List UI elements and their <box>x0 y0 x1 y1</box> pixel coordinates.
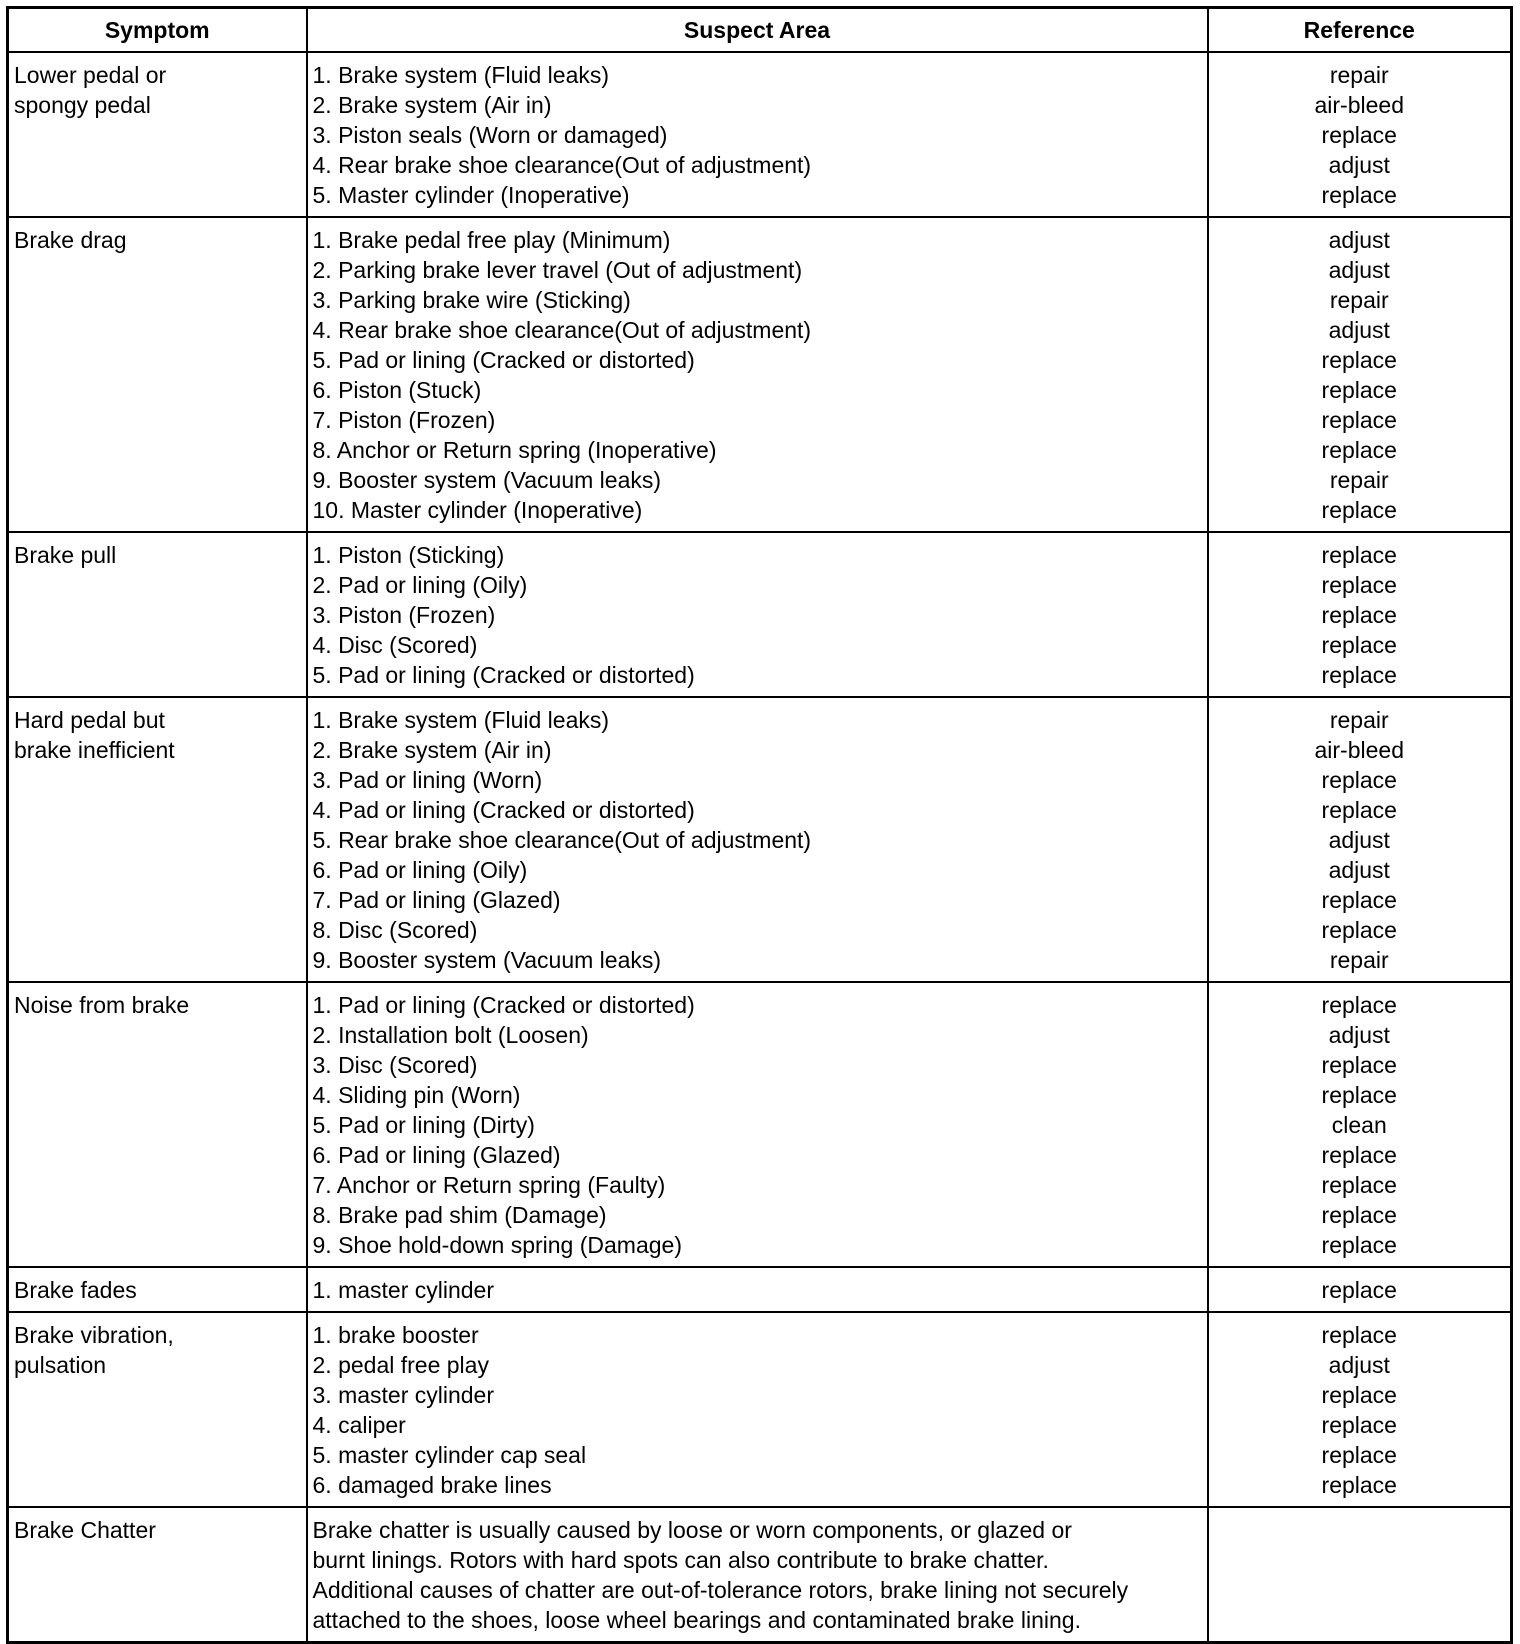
suspect-area-item: 7. Pad or lining (Glazed) <box>312 887 561 913</box>
reference-cell <box>1208 52 1512 217</box>
table-row <box>8 1267 1512 1312</box>
suspect-area-item: 2. pedal free play <box>312 1352 489 1378</box>
reference-item: replace <box>1321 1322 1397 1348</box>
reference-item: repair <box>1329 947 1389 973</box>
brake-troubleshooting-table <box>6 6 1513 1644</box>
reference-item: replace <box>1321 1202 1397 1228</box>
suspect-area-cell <box>307 1312 1208 1507</box>
reference-item: replace <box>1321 1082 1397 1108</box>
reference-item: replace <box>1321 122 1397 148</box>
suspect-area-item: 6. Piston (Stuck) <box>312 377 482 403</box>
symptom-line: spongy pedal <box>14 92 151 118</box>
reference-item: adjust <box>1328 227 1390 253</box>
reference-item: replace <box>1321 437 1397 463</box>
reference-item: adjust <box>1328 257 1390 283</box>
reference-cell <box>1208 697 1512 982</box>
table-row <box>8 982 1512 1267</box>
reference-item: adjust <box>1328 827 1390 853</box>
suspect-area-item: 5. Pad or lining (Dirty) <box>312 1112 535 1138</box>
suspect-area-item: 3. Pad or lining (Worn) <box>312 767 543 793</box>
suspect-area-cell <box>307 52 1208 217</box>
suspect-area-item: 8. Brake pad shim (Damage) <box>312 1202 607 1228</box>
reference-item: replace <box>1321 602 1397 628</box>
reference-cell <box>1208 982 1512 1267</box>
reference-cell <box>1208 217 1512 532</box>
suspect-area-item: 2. Parking brake lever travel (Out of adjustment) <box>312 257 803 283</box>
suspect-area-item: 7. Anchor or Return spring (Faulty) <box>312 1172 666 1198</box>
reference-item: repair <box>1329 467 1389 493</box>
suspect-area-description <box>307 1507 1208 1643</box>
reference-item: replace <box>1321 767 1397 793</box>
reference-item: adjust <box>1328 317 1390 343</box>
reference-item: replace <box>1321 1232 1397 1258</box>
table-row <box>8 52 1512 217</box>
reference-item: replace <box>1321 1442 1397 1468</box>
reference-item: replace <box>1321 1172 1397 1198</box>
suspect-area-cell <box>307 532 1208 697</box>
symptom-cell <box>8 217 307 532</box>
symptom-line: Brake Chatter <box>14 1517 156 1543</box>
reference-item: replace <box>1321 572 1397 598</box>
suspect-area-item: 4. Rear brake shoe clearance(Out of adjustment) <box>312 152 812 178</box>
suspect-area-item: 4. Pad or lining (Cracked or distorted) <box>312 797 695 823</box>
suspect-area-item: 2. Pad or lining (Oily) <box>312 572 528 598</box>
suspect-area-cell <box>307 217 1208 532</box>
reference-item: replace <box>1321 1412 1397 1438</box>
suspect-area-item: 5. master cylinder cap seal <box>312 1442 587 1468</box>
reference-cell <box>1208 532 1512 697</box>
reference-item: replace <box>1321 887 1397 913</box>
suspect-area-item: 6. Pad or lining (Glazed) <box>312 1142 561 1168</box>
suspect-area-item: 4. Disc (Scored) <box>312 632 478 658</box>
reference-item: adjust <box>1328 1022 1390 1048</box>
suspect-area-item: 3. Parking brake wire (Sticking) <box>312 287 631 313</box>
suspect-area-item: 4. caliper <box>312 1412 406 1438</box>
header-reference: Reference <box>1208 8 1512 53</box>
suspect-area-item: 7. Piston (Frozen) <box>312 407 496 433</box>
description-line: burnt linings. Rotors with hard spots can also contribute to brake chatter. <box>312 1547 1049 1573</box>
table-row <box>8 217 1512 532</box>
symptom-cell <box>8 1312 307 1507</box>
symptom-line: Noise from brake <box>14 992 190 1018</box>
reference-item: replace <box>1321 377 1397 403</box>
symptom-line: brake inefficient <box>14 737 175 763</box>
suspect-area-item: 1. master cylinder <box>312 1277 495 1303</box>
suspect-area-item: 5. Master cylinder (Inoperative) <box>312 182 630 208</box>
table-row-brake-chatter <box>8 1507 1512 1643</box>
symptom-cell <box>8 532 307 697</box>
reference-item: air-bleed <box>1314 92 1404 118</box>
symptom-line: Hard pedal but <box>14 707 165 733</box>
suspect-area-item: 1. Brake system (Fluid leaks) <box>312 707 610 733</box>
reference-cell <box>1208 1312 1512 1507</box>
symptom-line: Brake fades <box>14 1277 137 1303</box>
reference-item: adjust <box>1328 857 1390 883</box>
suspect-area-item: 9. Shoe hold-down spring (Damage) <box>312 1232 682 1258</box>
symptom-cell <box>8 1267 307 1312</box>
reference-item: replace <box>1321 632 1397 658</box>
suspect-area-item: 5. Pad or lining (Cracked or distorted) <box>312 662 695 688</box>
suspect-area-item: 2. Brake system (Air in) <box>312 737 552 763</box>
symptom-cell <box>8 982 307 1267</box>
suspect-area-item: 1. Brake system (Fluid leaks) <box>312 62 610 88</box>
suspect-area-item: 6. damaged brake lines <box>312 1472 552 1498</box>
reference-item: replace <box>1321 662 1397 688</box>
suspect-area-item: 1. Brake pedal free play (Minimum) <box>312 227 671 253</box>
suspect-area-item: 3. Disc (Scored) <box>312 1052 478 1078</box>
suspect-area-item: 8. Anchor or Return spring (Inoperative) <box>312 437 717 463</box>
reference-item: replace <box>1321 1142 1397 1168</box>
reference-item: replace <box>1321 1052 1397 1078</box>
symptom-cell <box>8 697 307 982</box>
reference-item: replace <box>1321 1382 1397 1408</box>
suspect-area-item: 9. Booster system (Vacuum leaks) <box>312 947 662 973</box>
suspect-area-item: 2. Brake system (Air in) <box>312 92 552 118</box>
symptom-line: Brake drag <box>14 227 127 253</box>
header-suspect-area: Suspect Area <box>307 8 1208 53</box>
suspect-area-cell <box>307 1267 1208 1312</box>
symptom-line: Lower pedal or <box>14 62 167 88</box>
suspect-area-cell <box>307 697 1208 982</box>
symptom-line: pulsation <box>14 1352 107 1378</box>
reference-item: adjust <box>1328 1352 1390 1378</box>
reference-item: replace <box>1321 917 1397 943</box>
suspect-area-item: 5. Rear brake shoe clearance(Out of adjustment) <box>312 827 812 853</box>
suspect-area-item: 3. Piston seals (Worn or damaged) <box>312 122 668 148</box>
table-row <box>8 1312 1512 1507</box>
description-line: Brake chatter is usually caused by loose or worn components, or glazed or <box>312 1517 1072 1543</box>
suspect-area-item: 1. Piston (Sticking) <box>312 542 505 568</box>
symptom-cell <box>8 1507 307 1643</box>
suspect-area-item: 4. Rear brake shoe clearance(Out of adjustment) <box>312 317 812 343</box>
reference-item: replace <box>1321 182 1397 208</box>
brake-troubleshooting-sheet <box>6 6 1510 1633</box>
suspect-area-item: 4. Sliding pin (Worn) <box>312 1082 521 1108</box>
suspect-area-item: 9. Booster system (Vacuum leaks) <box>312 467 662 493</box>
reference-item: clean <box>1331 1112 1387 1138</box>
reference-item: repair <box>1329 287 1389 313</box>
symptom-line: Brake vibration, <box>14 1322 174 1348</box>
reference-item: air-bleed <box>1314 737 1404 763</box>
suspect-area-item: 6. Pad or lining (Oily) <box>312 857 528 883</box>
reference-item: replace <box>1321 1472 1397 1498</box>
suspect-area-item: 10. Master cylinder (Inoperative) <box>312 497 643 523</box>
reference-item: replace <box>1321 1277 1397 1303</box>
suspect-area-item: 1. brake booster <box>312 1322 479 1348</box>
reference-item: repair <box>1329 707 1389 733</box>
symptom-cell <box>8 52 307 217</box>
table-row <box>8 697 1512 982</box>
suspect-area-item: 3. master cylinder <box>312 1382 495 1408</box>
reference-cell <box>1208 1507 1512 1643</box>
suspect-area-item: 2. Installation bolt (Loosen) <box>312 1022 589 1048</box>
suspect-area-item: 3. Piston (Frozen) <box>312 602 496 628</box>
suspect-area-cell <box>307 982 1208 1267</box>
description-line: Additional causes of chatter are out-of-tolerance rotors, brake lining not securely <box>312 1577 1129 1603</box>
reference-item: replace <box>1321 542 1397 568</box>
suspect-area-item: 1. Pad or lining (Cracked or distorted) <box>312 992 695 1018</box>
suspect-area-item: 8. Disc (Scored) <box>312 917 478 943</box>
description-line: attached to the shoes, loose wheel bearings and contaminated brake lining. <box>312 1607 1081 1633</box>
reference-item: replace <box>1321 347 1397 373</box>
reference-item: replace <box>1321 497 1397 523</box>
symptom-line: Brake pull <box>14 542 117 568</box>
reference-item: replace <box>1321 797 1397 823</box>
table-row <box>8 532 1512 697</box>
suspect-area-item: 5. Pad or lining (Cracked or distorted) <box>312 347 695 373</box>
header-symptom: Symptom <box>8 8 307 53</box>
reference-item: replace <box>1321 407 1397 433</box>
reference-cell <box>1208 1267 1512 1312</box>
reference-item: adjust <box>1328 152 1390 178</box>
reference-item: repair <box>1329 62 1389 88</box>
header-row <box>8 8 1512 53</box>
reference-item: replace <box>1321 992 1397 1018</box>
